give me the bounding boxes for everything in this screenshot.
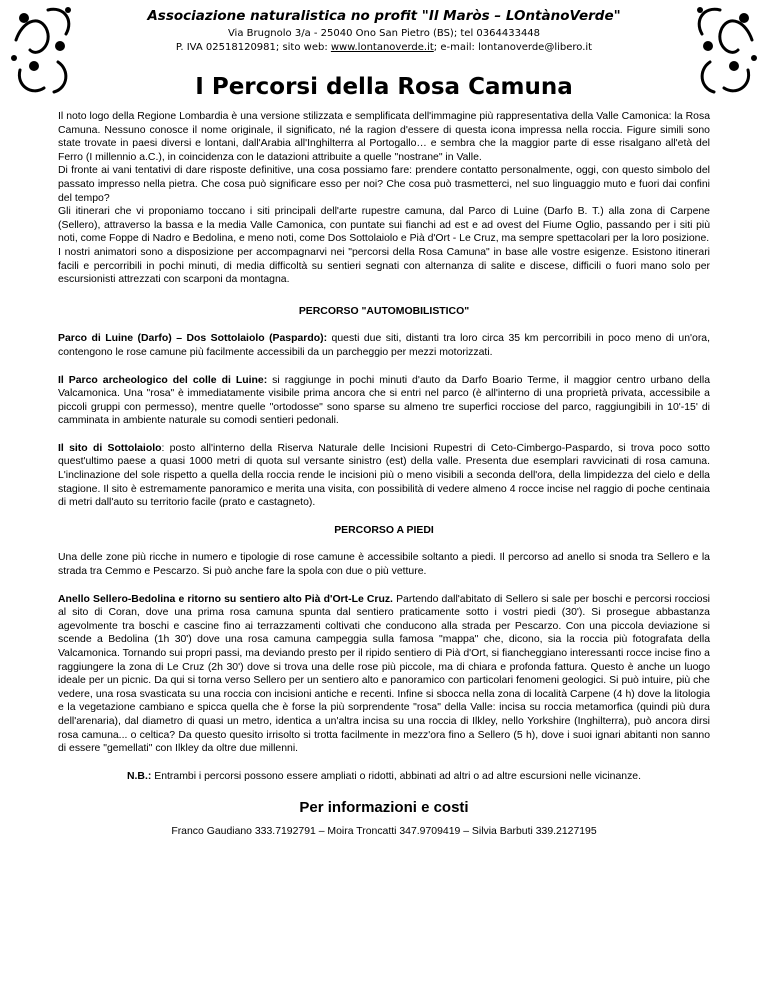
paragraph-text: questi due siti, distanti tra loro circa 35 km percorribili in poco meno di un'ora, contengono le rose camune più facilmente accessibili da un parcheggio per mezzi motorizzati. <box>58 333 710 358</box>
document-body <box>58 110 710 839</box>
intro-paragraph: Gli itinerari che vi proponiamo toccano i siti principali dell'arte rupestre camuna, dal Parco di Luine (Darfo B. T.) alla zona di Carpene (Sellero), attraverso la bassa e la media Valle Camonica, con puntate sui fianchi ad est e ad ovest del Fiume Oglio, passando per i siti più noti, come Foppe di Nadro e Bedolina, e meno noti, come Dos Sottolaiolo e Pià d'Ort - Le Cruz, ma sempre spettacolari per la loro posizione. <box>58 206 710 245</box>
intro-paragraph: Il noto logo della Regione Lombardia è una versione stilizzata e semplificata dell'immagine più rappresentativa della Valle Camonica: la Rosa Camuna. Nessuno conosce il nome originale, il significato, né la ragion d'essere di questa icona impressa nella roccia. Figure simili sono state trovate in paesi diversi e lontani, dall'Arabia all'Inghilterra al Portogallo… e sembra che la maggior parte di esse risalgano all'età del Ferro (I millennio a.C.), in coincidenza con le datazioni attribuite a quelle "nostrane" in Valle. <box>58 111 710 163</box>
contact-list: Franco Gaudiano 333.7192791 – Moira Troncatti 347.9709419 – Silvia Barbuti 339.2127195 <box>171 826 597 838</box>
page-title: I Percorsi della Rosa Camuna <box>195 74 573 100</box>
section2-paragraph: Una delle zone più ricche in numero e tipologie di rose camune è accessibile soltanto a piedi. Il percorso ad anello si snoda tra Sellero e la strada tra Cemmo e Pescarzo. Si può anche fare la spola con due o più vetture. <box>58 552 710 578</box>
paragraph-text: : posto all'interno della Riserva Naturale delle Incisioni Rupestri di Ceto-Cimbergo-Paspardo, si trova poco sotto quest'ultimo paese a quasi 1000 metri di quota sul versante sinistro (est) della valle. Presenta due esemplari ravvicinati di rosa camuna. L'inclinazione del sole rispetto a quella della roccia rende le incisioni più o meno visibili a seconda dell'ora, della limpidezza del cielo e della stagione. Il sito è estremamente panoramico e merita una visita, con possibilità di vedere almeno 4 rocce incise nel raggio di poche centinaia di metri dall'auto su territorio facile (prato e castagneto). <box>58 442 710 509</box>
section1-paragraph <box>58 442 710 510</box>
email-text: ; e-mail: lontanoverde@libero.it <box>433 42 593 53</box>
website-link[interactable]: www.lontanoverde.it <box>330 42 434 53</box>
note <box>58 770 710 784</box>
note-text: Entrambi i percorsi possono essere ampliati o ridotti, abbinati ad altri o ad altre escursioni nelle vicinanze. <box>151 770 641 782</box>
paragraph-text: si raggiunge in pochi minuti d'auto da Darfo Boario Terme, il maggior centro urbano della Valcamonica. Una "rosa" è immediatamente visibile prima ancora che si entri nel parco (è all'interno di una proprietà privata, accessibile a piccoli gruppi con permesso), mentre quelle "ortodosse" sono sparse su almeno tre superfici rocciose del parco, raggiungibili in 10'-15' di camminata in ambiente naturale su comodi sentieri pedonali. <box>58 374 710 427</box>
organization-contacts <box>0 41 768 55</box>
letterhead <box>0 8 768 55</box>
section1-paragraph <box>58 374 710 428</box>
intro-paragraph: I nostri animatori sono a disposizione per accompagnarvi nei "percorsi della Rosa Camuna" in base alle vostre esigenze. Esistono itinerari facili e percorribili in pochi minuti, di media difficoltà su sentieri segnati con alternanza di salite e discese, difficili o fuori mano solo per escursionisti attrezzati con scarponi da montagna. <box>58 246 710 286</box>
intro-paragraph: Di fronte ai vani tentativi di dare risposte definitive, una cosa possiamo fare: prendere contatto personalmente, oggi, con questo simbolo del passato impresso nella pietra. Che cosa può significare esso per noi? Che cosa può trasmetterci, nel suo linguaggio muto e fuori dai confini del tempo? <box>58 165 710 204</box>
paragraph-text: Partendo dall'abitato di Sellero si sale per boschi e percorsi rocciosi al sito di Coran, dove una prima rosa camuna spunta dal sentiero praticamente sotto i vostri piedi (30'). Si prosegue abbastanza agevolmente tra boschi e cascine fino ai terrazzamenti coltivati che conducono alla strada per Pescarzo. Con una piccola deviazione si scende a Bedolina (1h 30') dove una rosa camuna campeggia sulla famosa "mappa" che, dicono, sia la roccia più fotografata della Valcamonica. Tornando sui propri passi, ma deviando presto per il ripido sentiero di Pià d'Ort, si fiancheggiano interessanti rocce incise fino a raggiungere la zona di Le Cruz (2h 30') dove si trova una delle rose più piccole, ma di chiara e profonda fattura. Questo è anche un luogo ideale per un picnic. Da qui si torna verso Sellero per un sentiero alto e panoramico con particolari fenomeni geologici. Si può intuire, più che vedere, una rosa svasticata su una roccia con incisioni antiche e recenti. Infine si sbocca nella zona di località Carpene (4 h) dove la litologia e la vegetazione cambiano e spicca quella che è forse la più sorprendente "rosa" della Valle: incisa su roccia metamorfica (quindi più dura dell'arenaria), dal diametro di quasi un metro, identica a un'altra incisa su una roccia di Ilkley, nello Yorkshire (Inghilterra), può ancora dirsi rosa camuna... o celtica? Da questo quesito irrisolto si trotta facilmente in mezz'ora fino a Sellero (5 h), dove i suoi ignari abitanti non sanno di essere "gemellati" con Ilkley da oltre due millenni. <box>58 593 710 755</box>
section1-paragraph <box>58 332 710 359</box>
paragraph-heading: Anello Sellero-Bedolina e ritorno su sentiero alto Pià d'Ort-Le Cruz. <box>58 593 393 605</box>
note-label: N.B.: <box>126 770 152 782</box>
section-title-automobilistico: PERCORSO "AUTOMOBILISTICO" <box>298 305 470 317</box>
section-title-a-piedi: PERCORSO A PIEDI <box>334 524 434 536</box>
footer-title: Per informazioni e costi <box>299 799 469 817</box>
organization-address: Via Brugnolo 3/a - 25040 Ono San Pietro (BS); tel 0364433448 <box>227 28 541 39</box>
section2-paragraph <box>58 593 710 756</box>
organization-name: Associazione naturalistica no profit "Il Maròs – LOntànoVerde" <box>147 8 621 24</box>
paragraph-heading: Il Parco archeologico del colle di Luine: <box>58 374 268 386</box>
paragraph-heading: Parco di Luine (Darfo) – Dos Sottolaiolo (Paspardo): <box>58 333 328 345</box>
paragraph-heading: Il sito di Sottolaiolo <box>58 442 162 454</box>
vat-and-site-label: P. IVA 02518120981; sito web: <box>175 42 331 53</box>
